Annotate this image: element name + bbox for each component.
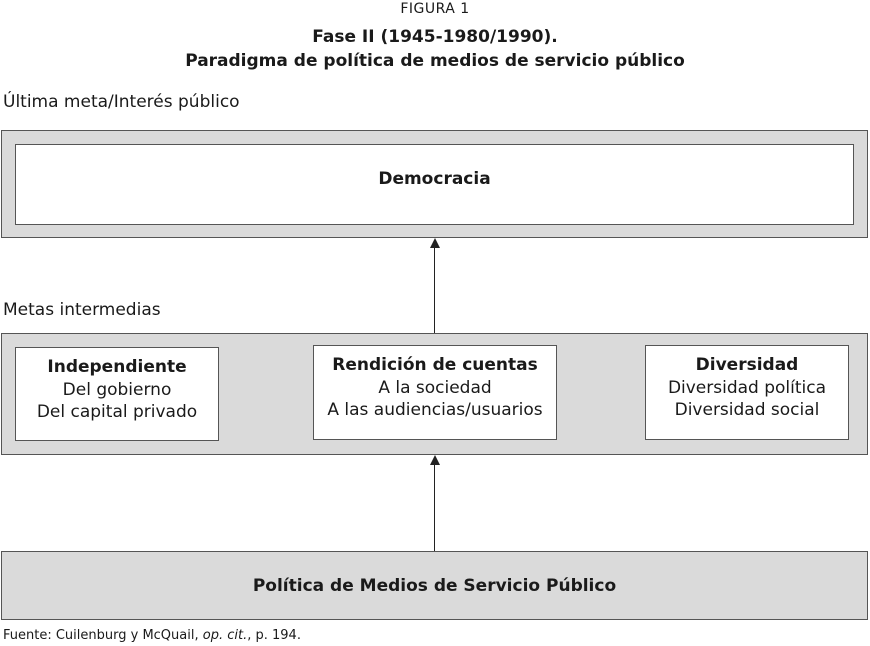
ultimate-goal-label: Última meta/Interés público: [3, 92, 240, 112]
accountability-box: [313, 345, 557, 440]
source-note: [3, 628, 301, 643]
arrow-up-head-1: [430, 238, 440, 248]
accountability-line-2: A las audiencias/usuarios: [327, 400, 543, 420]
figure-label: FIGURA 1: [400, 1, 470, 17]
figure-title-line2: Paradigma de política de medios de servicio público: [185, 51, 685, 71]
democracy-label: Democracia: [378, 169, 491, 189]
independent-line-1: Del gobierno: [62, 380, 172, 400]
intermediate-goals-band: [1, 333, 868, 455]
independent-box: [15, 347, 219, 441]
intermediate-goals-label: Metas intermedias: [3, 300, 161, 320]
public-service-policy-label: Política de Medios de Servicio Público: [252, 576, 617, 596]
public-service-policy-box: [1, 551, 868, 620]
democracy-box: [15, 144, 854, 225]
source-italic: op. cit.: [202, 628, 248, 643]
figure-title-line1: Fase II (1945-1980/1990).: [312, 27, 558, 47]
source-suffix: , p. 194.: [247, 628, 301, 643]
diversity-title: Diversidad: [695, 355, 799, 375]
arrow-up-line-1: [434, 246, 435, 333]
source-prefix: Fuente: Cuilenburg y McQuail,: [3, 628, 203, 643]
accountability-title: Rendición de cuentas: [332, 355, 538, 375]
independent-line-2: Del capital privado: [36, 402, 198, 422]
accountability-line-1: A la sociedad: [378, 378, 492, 398]
independent-title: Independiente: [47, 357, 187, 377]
diversity-line-2: Diversidad social: [674, 400, 820, 420]
ultimate-goal-band: [1, 130, 868, 238]
diversity-line-1: Diversidad política: [667, 378, 827, 398]
arrow-up-line-2: [434, 463, 435, 551]
arrow-up-head-2: [430, 455, 440, 465]
diversity-box: [645, 345, 849, 440]
